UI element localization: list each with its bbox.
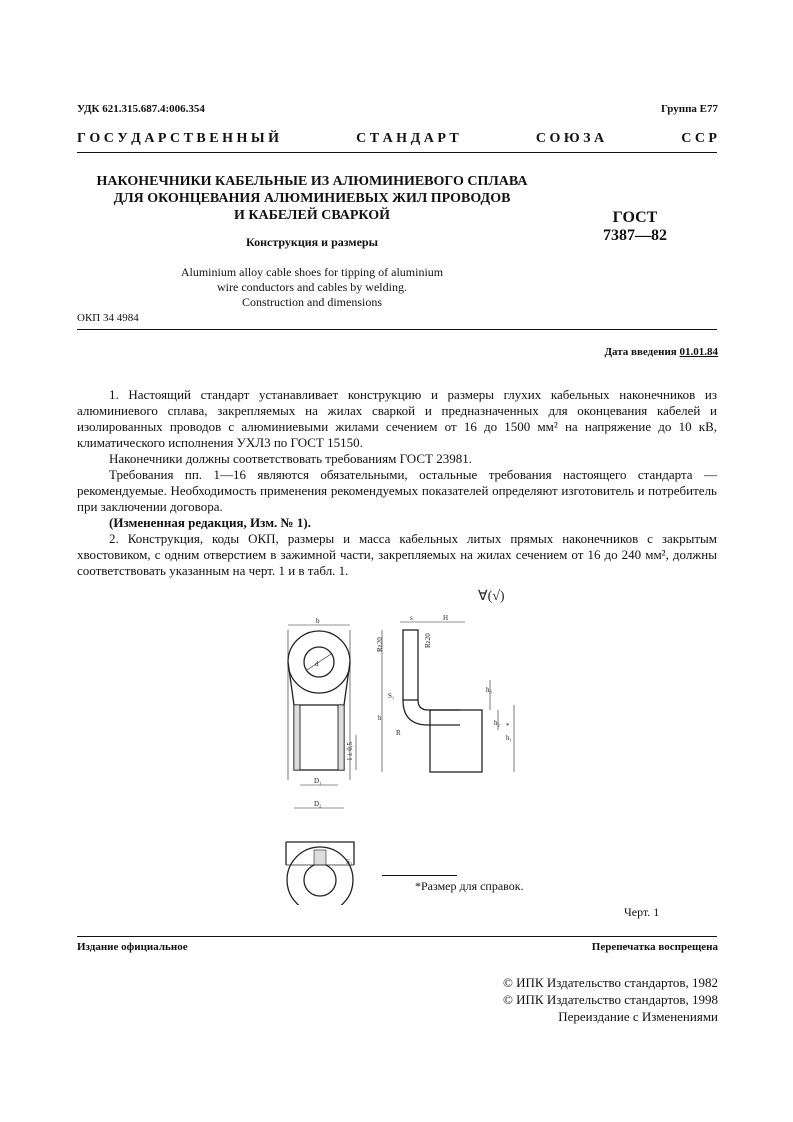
copyright-line: Переиздание с Изменениями	[558, 1009, 718, 1024]
gost-designation	[580, 209, 690, 245]
paragraph: 1. Настоящий стандарт устанавливает конструкцию и размеры глухих кабельных наконечников из алюминиевого сплава, закрепляемых на жилах сваркой и предназначенных для оконцевания кабелей и изолированных проводов с алюминиевыми жилами сечением от 16 до 1500 мм² на напряжение до 10 кВ, климатического исполнения УХЛ3 по ГОСТ 15150.	[77, 387, 717, 450]
roughness-symbol: ∀(√)	[478, 589, 505, 604]
dim-h: H	[443, 614, 449, 622]
edition-label: Издание официальное	[77, 941, 188, 953]
footer-rule	[77, 936, 717, 937]
dim-h-total: h	[378, 714, 382, 722]
banner-word: С С Р	[681, 131, 717, 146]
dim-d1: D₁	[314, 777, 322, 785]
intro-date-label: Дата введения	[604, 346, 677, 358]
intro-date-value: 01.01.84	[679, 346, 718, 358]
dim-d2: D₂	[314, 800, 322, 808]
banner-word: С Т А Н Д А Р Т	[356, 131, 459, 146]
english-title-line: Construction and dimensions	[242, 295, 382, 309]
title-line: И КАБЕЛЕЙ СВАРКОЙ	[233, 208, 391, 223]
amendment-note: (Измененная редакция, Изм. № 1).	[109, 515, 311, 530]
introduction-date	[604, 346, 718, 358]
dim-l: l ± 0,5	[346, 741, 354, 760]
body-text	[77, 387, 717, 579]
document-subtitle: Конструкция и размеры	[246, 235, 378, 249]
dim-star: *	[506, 722, 510, 730]
dim-h3: h₃	[486, 686, 492, 694]
banner-word: С О Ю З А	[535, 131, 605, 146]
banner-word: Г О С У Д А Р С Т В Е Н Н Ы Й	[77, 131, 280, 146]
technical-drawing	[260, 580, 540, 905]
dim-s2: S₂	[346, 858, 353, 866]
dim-h2: h₂	[494, 719, 500, 727]
dim-s1: S₁	[388, 692, 395, 700]
paragraph: 2. Конструкция, коды ОКП, размеры и масса кабельных литых прямых наконечников с закрытым хвостовиком, с одним отверстием в зажимной части, закрепляемых на жилах сечением от 16 до 240 мм², должны соответствовать указанным на черт. 1 и в табл. 1.	[77, 531, 717, 578]
footnote-rule	[382, 875, 457, 876]
dim-h1: h₁	[506, 734, 512, 742]
standard-banner	[77, 131, 717, 147]
side-view	[376, 614, 514, 772]
dim-r: R	[396, 729, 401, 737]
reprint-notice: Перепечатка воспрещена	[591, 941, 718, 953]
rz-label: Rz20	[376, 637, 384, 652]
top-view	[286, 842, 354, 905]
title-line: НАКОНЕЧНИКИ КАБЕЛЬНЫЕ ИЗ АЛЮМИНИЕВОГО СПЛАВА	[96, 174, 528, 189]
rz-label: Rz20	[424, 633, 432, 648]
footnote: *Размер для справок.	[415, 879, 524, 893]
dim-d: d	[315, 660, 319, 668]
copyright-block	[418, 974, 718, 1025]
front-view	[288, 617, 356, 808]
english-title	[77, 265, 547, 310]
english-title-line: Aluminium alloy cable shoes for tipping of aluminium	[180, 265, 444, 279]
header-rule	[77, 152, 717, 153]
gost-label: ГОСТ	[612, 209, 658, 226]
paragraph: Требования пп. 1—16 являются обязательными, остальные требования настоящего стандарта — рекомендуемые. Необходимость применения рекомендуемых показателей определяют изготовитель и потребитель при заключении договора.	[77, 467, 717, 514]
english-title-line: wire conductors and cables by welding.	[217, 280, 407, 294]
group-code: Группа Е77	[660, 103, 718, 115]
dim-b: b	[316, 617, 320, 625]
dim-s: s	[410, 614, 413, 622]
paragraph: Наконечники должны соответствовать требованиям ГОСТ 23981.	[109, 451, 472, 466]
title-rule	[77, 329, 717, 330]
copyright-line: © ИПК Издательство стандартов, 1982	[503, 975, 718, 990]
udk-code: УДК 621.315.687.4:006.354	[77, 103, 205, 115]
gost-number: 7387—82	[603, 227, 667, 244]
document-title	[77, 173, 547, 224]
okp-code: ОКП 34 4984	[77, 312, 139, 324]
title-line: ДЛЯ ОКОНЦЕВАНИЯ АЛЮМИНИЕВЫХ ЖИЛ ПРОВОДОВ	[113, 191, 511, 206]
copyright-line: © ИПК Издательство стандартов, 1998	[503, 992, 718, 1007]
figure-caption: Черт. 1	[624, 905, 660, 919]
